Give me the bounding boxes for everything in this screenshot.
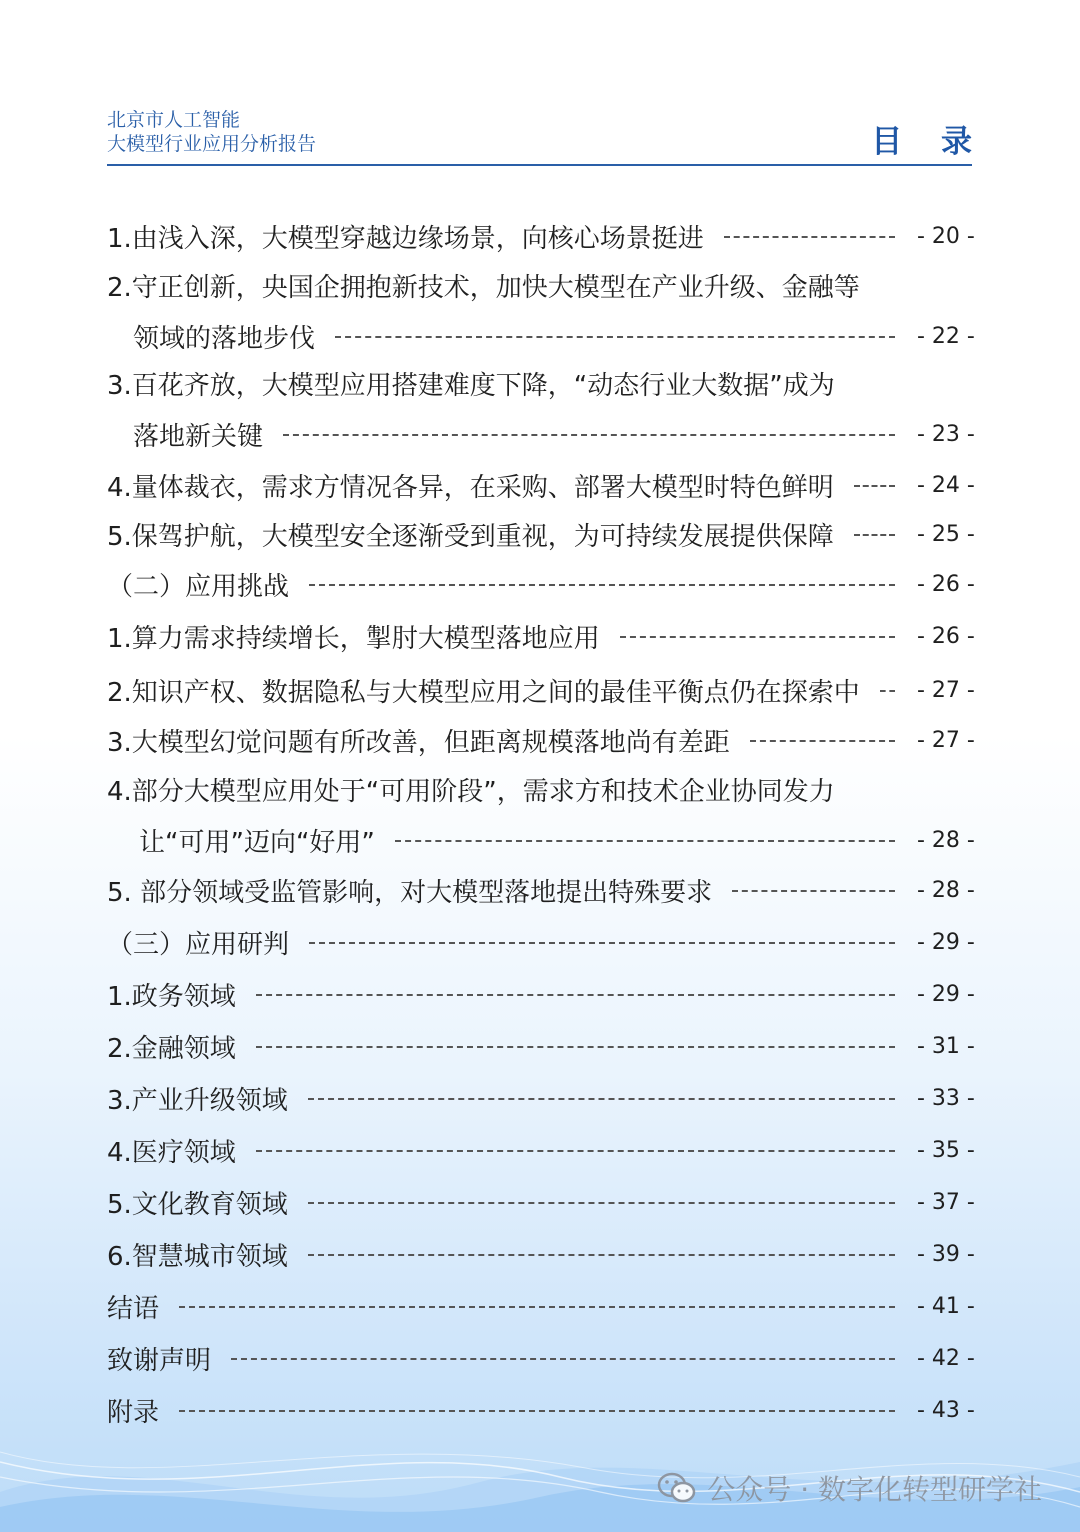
toc-dot-leader [308,1254,895,1258]
toc-page-number: - 27 - [917,727,975,753]
toc-page-number: - 39 - [917,1241,975,1267]
header-divider [107,164,972,166]
toc-entry-title: 3.产业升级领域 [107,1085,288,1116]
page-header [107,108,986,168]
toc-dot-leader [179,1410,895,1414]
toc-page-number: - 27 - [917,677,975,703]
toc-entry-title: 2.金融领域 [107,1033,236,1064]
toc-dot-leader [308,1202,895,1206]
page-title: 目 录 [871,124,986,160]
toc-dot-leader [750,740,895,744]
toc-entry-title: 结语 [107,1293,160,1324]
toc-dot-leader [880,690,895,694]
toc-entry-title-line1: 4.部分大模型应用处于“可用阶段”，需求方和技术企业协同发力 [107,777,835,807]
toc-entry-title: （三）应用研判 [107,929,290,960]
toc-dot-leader [179,1306,895,1310]
toc-entry[interactable] [107,512,975,556]
toc-entry[interactable] [107,1232,975,1276]
toc-dot-leader [620,636,895,640]
toc-entry[interactable] [107,214,975,258]
toc-entry[interactable] [107,463,975,507]
toc-entry[interactable] [107,1024,975,1068]
toc-entry[interactable] [107,920,975,964]
toc-page-number: - 42 - [917,1345,975,1371]
toc-entry-title-line1: 3.百花齐放，大模型应用搭建难度下降，“动态行业大数据”成为 [107,371,835,401]
toc-entry[interactable] [107,972,975,1016]
report-name-line2: 大模型行业应用分析报告 [107,133,317,155]
toc-page-number: - 31 - [917,1033,975,1059]
toc-dot-leader [308,1098,895,1102]
toc-dot-leader [309,942,895,946]
toc-entry-title-line1: 2.守正创新，央国企拥抱新技术，加快大模型在产业升级、金融等 [107,273,860,303]
toc-entry-title: 6.智慧城市领域 [107,1241,288,1272]
toc-page-number: - 35 - [917,1137,975,1163]
toc-entry[interactable] [107,364,975,458]
toc-entry[interactable] [107,562,975,606]
toc-entry-title: 1.由浅入深，大模型穿越边缘场景，向核心场景挺进 [107,223,704,254]
toc-entry[interactable] [107,718,975,762]
report-name-line1: 北京市人工智能 [107,109,241,131]
toc-entry[interactable] [107,1336,975,1380]
toc-dot-leader [256,1046,895,1050]
toc-entry-title: 5.文化教育领域 [107,1189,288,1220]
toc-entry[interactable] [107,1076,975,1120]
wechat-icon [657,1471,697,1505]
toc-entry-title: 落地新关键 [133,421,264,452]
toc-entry-title: 让“可用”迈向“好用” [139,827,375,858]
toc-dot-leader [395,840,895,844]
toc-entry-title: 1.算力需求持续增长，掣肘大模型落地应用 [107,623,600,654]
toc-entry[interactable] [107,668,975,712]
toc-dot-leader [854,485,895,489]
toc-page-number: - 22 - [917,323,975,349]
toc-entry[interactable] [107,1128,975,1172]
toc-entry[interactable] [107,1284,975,1328]
toc-entry[interactable] [107,770,975,864]
toc-entry[interactable] [107,266,975,360]
toc-page-number: - 23 - [917,421,975,447]
toc-page-number: - 33 - [917,1085,975,1111]
toc-dot-leader [854,534,895,538]
toc-dot-leader [256,1150,895,1154]
toc-page-number: - 41 - [917,1293,975,1319]
toc-entry[interactable] [107,1180,975,1224]
toc-dot-leader [283,434,895,438]
toc-entry-title: （二）应用挑战 [107,571,290,602]
toc-dot-leader [724,236,895,240]
toc-entry-title: 1.政务领域 [107,981,236,1012]
toc-dot-leader [309,584,895,588]
toc-page-number: - 25 - [917,521,975,547]
toc-entry-title: 2.知识产权、数据隐私与大模型应用之间的最佳平衡点仍在探索中 [107,677,860,708]
toc-entry-title: 领域的落地步伐 [133,323,316,354]
toc-entry-title: 5. 部分领域受监管影响，对大模型落地提出特殊要求 [107,877,713,908]
toc-dot-leader [256,994,895,998]
toc-page-number: - 20 - [917,223,975,249]
toc-page-number: - 26 - [917,623,975,649]
toc-entry-title: 附录 [107,1397,160,1428]
toc-entry[interactable] [107,614,975,658]
toc-dot-leader [231,1358,895,1362]
toc-dot-leader [732,890,895,894]
toc-entry-title: 4.医疗领域 [107,1137,236,1168]
toc-page-number: - 29 - [917,981,975,1007]
toc-page-number: - 37 - [917,1189,975,1215]
toc-entry-title: 5.保驾护航，大模型安全逐渐受到重视，为可持续发展提供保障 [107,521,834,552]
watermark-text: 公众号 · 数字化转型研学社 [707,1473,1042,1506]
toc-page-number: - 28 - [917,877,975,903]
toc-page-number: - 29 - [917,929,975,955]
toc-page-number: - 43 - [917,1397,975,1423]
report-name [107,108,316,156]
toc-entry[interactable] [107,868,975,912]
toc-entry-title: 致谢声明 [107,1345,212,1376]
toc-page-number: - 28 - [917,827,975,853]
toc-entry-title: 4.量体裁衣，需求方情况各异，在采购、部署大模型时特色鲜明 [107,472,834,503]
toc-entry-title: 3.大模型幻觉问题有所改善，但距离规模落地尚有差距 [107,727,730,758]
toc-page-number: - 24 - [917,472,975,498]
watermark [657,1468,1042,1508]
toc-dot-leader [335,336,895,340]
toc-page-number: - 26 - [917,571,975,597]
